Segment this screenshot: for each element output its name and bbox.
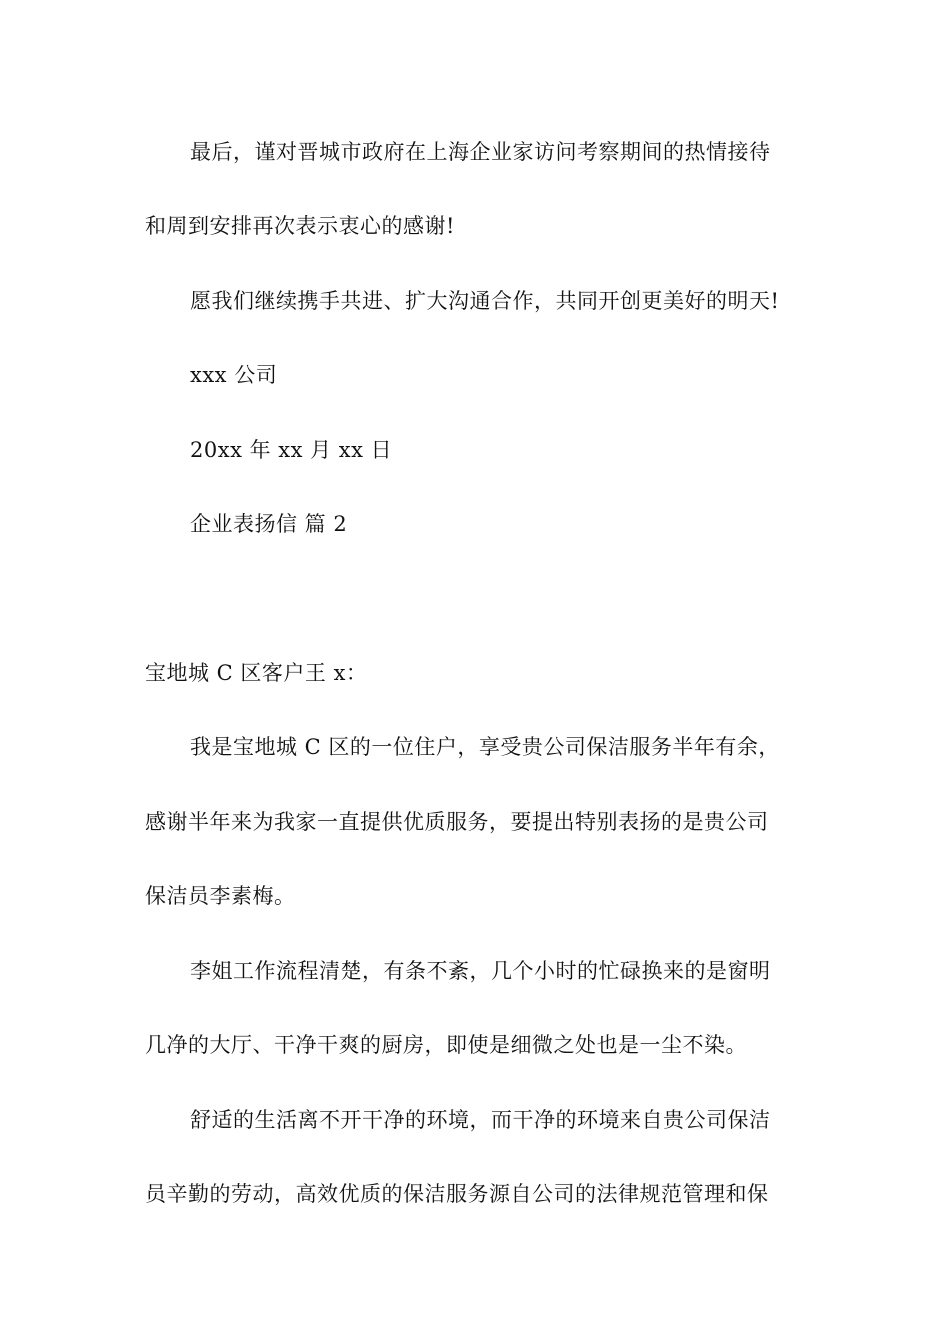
text-line: 最后，谨对晋城市政府在上海企业家访问考察期间的热情接待 <box>190 140 771 164</box>
salutation: 宝地城 C 区客户王 x： <box>145 661 368 685</box>
text-line: 我是宝地城 C 区的一位住户，享受贵公司保洁服务半年有余， <box>190 735 780 759</box>
text-line: 和周到安排再次表示衷心的感谢! <box>145 214 455 238</box>
text-line: 保洁员李素梅。 <box>145 884 296 908</box>
text-line: 员辛勤的劳动，高效优质的保洁服务源自公司的法律规范管理和保 <box>145 1182 769 1206</box>
section-heading: 企业表扬信 篇 2 <box>190 512 348 536</box>
text-line: 愿我们继续携手共进、扩大沟通合作，共同开创更美好的明天! <box>190 289 780 313</box>
text-line: 感谢半年来为我家一直提供优质服务，要提出特别表扬的是贵公司 <box>145 810 769 834</box>
text-line: 李姐工作流程清楚，有条不紊，几个小时的忙碌换来的是窗明 <box>190 959 771 983</box>
text-line: 几净的大厅、干净干爽的厨房，即使是细微之处也是一尘不染。 <box>145 1033 747 1057</box>
signature-date: 20xx 年 xx 月 xx 日 <box>190 438 393 462</box>
signature-company: xxx 公司 <box>190 363 278 387</box>
text-line: 舒适的生活离不开干净的环境，而干净的环境来自贵公司保洁 <box>190 1108 771 1132</box>
